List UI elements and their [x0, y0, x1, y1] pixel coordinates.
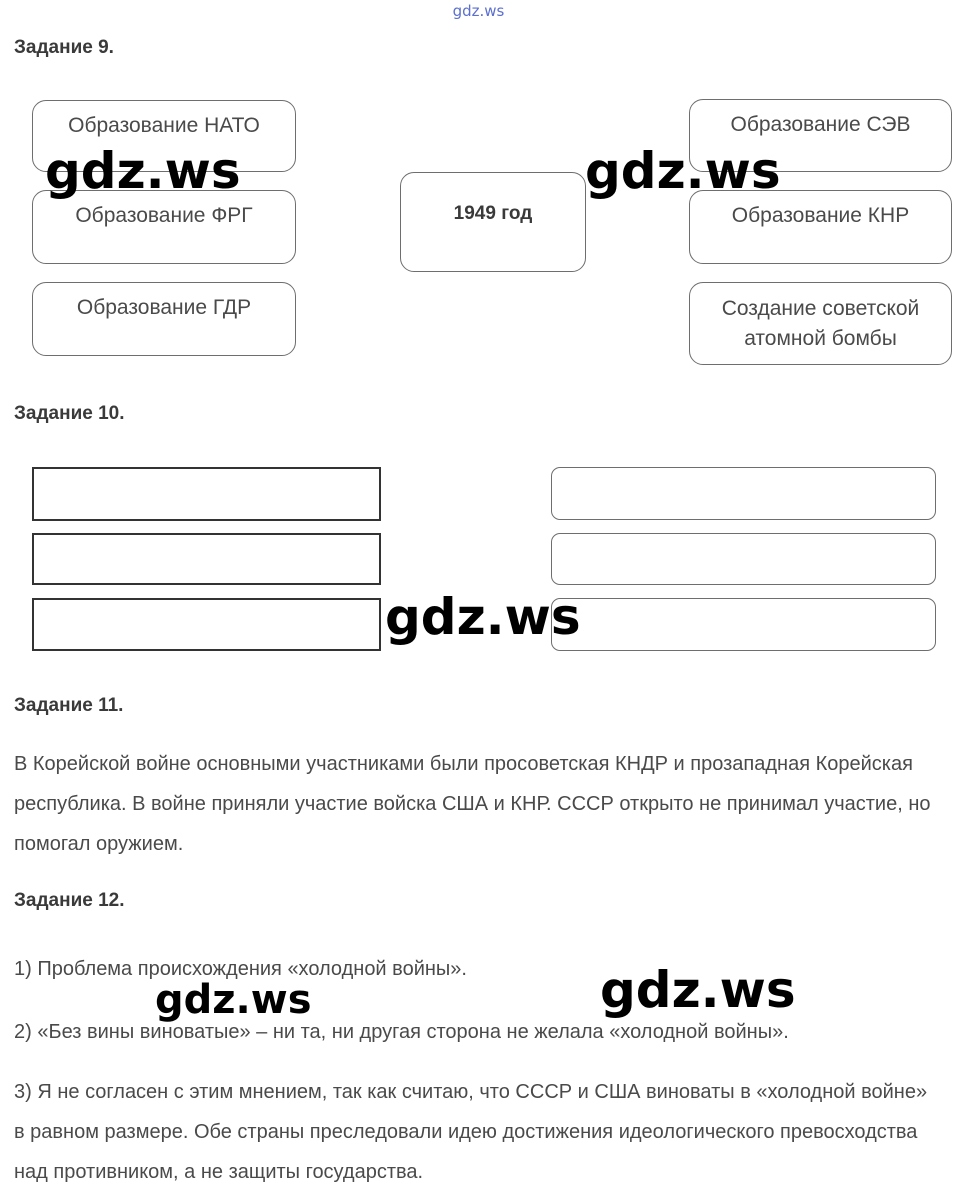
watermark-3: gdz.ws — [385, 588, 581, 646]
event-box-atomic-bomb: Создание советской атомной бомбы — [689, 282, 952, 365]
event-box-nato: Образование НАТО — [32, 100, 296, 172]
task-12-heading: Задание 12. — [14, 890, 125, 911]
answer-box-left-1 — [32, 467, 381, 521]
task-11-text: В Корейской войне основными участниками были просоветская КНДР и прозападная Корейская республика. В войне приняли участие войска США и КНР. СССР открыто не принимал участие, но помогал оружием. — [14, 753, 931, 855]
task-10-heading: Задание 10. — [14, 403, 125, 424]
answer-box-left-3 — [32, 598, 381, 651]
watermark-5: gdz.ws — [600, 961, 796, 1019]
watermark-2: gdz.ws — [585, 142, 781, 200]
watermark-1: gdz.ws — [45, 142, 241, 200]
task-12-item-2: 2) «Без вины виноватые» – ни та, ни другая сторона не желала «холодной войны». — [14, 1021, 789, 1043]
answer-box-left-2 — [32, 533, 381, 585]
task-11-heading: Задание 11. — [14, 695, 124, 716]
answer-box-right-2 — [551, 533, 936, 585]
watermark-4: gdz.ws — [155, 977, 312, 1023]
answer-box-right-3 — [551, 598, 936, 651]
event-box-frg: Образование ФРГ — [32, 190, 296, 264]
answer-box-right-1 — [551, 467, 936, 520]
event-box-knr: Образование КНР — [689, 190, 952, 264]
event-box-sev: Образование СЭВ — [689, 99, 952, 172]
task-12-item-1: 1) Проблема происхождения «холодной войны». — [14, 958, 467, 980]
task-12-item-3: 3) Я не согласен с этим мнением, так как считаю, что СССР и США виноваты в «холодной войне» в равном размере. Обе страны преследовали идею достижения идеологического превосходства над противником, а не защиты государства. — [14, 1081, 928, 1183]
event-box-gdr: Образование ГДР — [32, 282, 296, 356]
task-9-heading: Задание 9. — [14, 37, 114, 58]
center-year-box: 1949 год — [400, 172, 586, 272]
site-watermark-top: gdz.ws — [452, 2, 505, 20]
